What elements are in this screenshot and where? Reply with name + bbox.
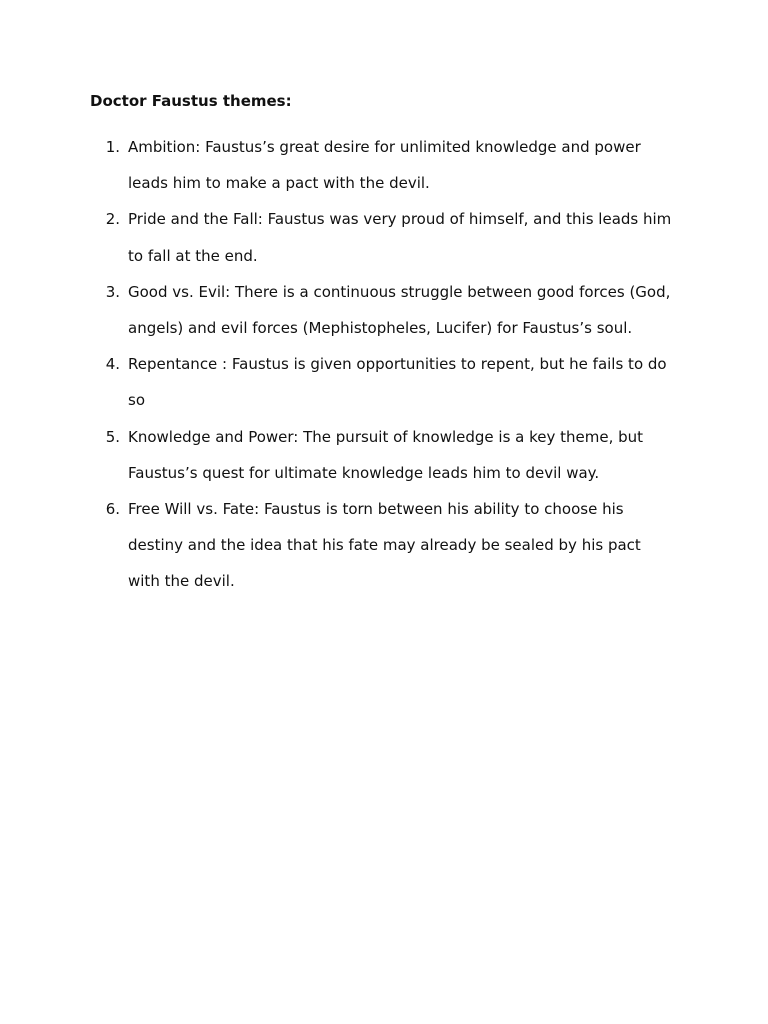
list-item-number: 4.	[105, 355, 120, 374]
list-item-number: 2.	[105, 210, 120, 229]
list-item-text: Pride and the Fall: Faustus was very proud of himself, and this leads him to fall at the end.	[128, 210, 672, 265]
themes-list	[0, 129, 768, 600]
list-item-text: Free Will vs. Fate: Faustus is torn between his ability to choose his destiny and the idea that his fate may already be sealed by his pact with the devil.	[128, 500, 641, 591]
list-item-number: 6.	[105, 500, 120, 519]
list-item-free-will-vs-fate	[0, 491, 768, 600]
list-item-repentance	[0, 346, 768, 418]
list-item-text: Ambition: Faustus’s great desire for unlimited knowledge and power leads him to make a pact with the devil.	[128, 138, 641, 193]
list-item-knowledge-and-power	[0, 419, 768, 491]
list-item-number: 5.	[105, 427, 120, 446]
list-item-text: Good vs. Evil: There is a continuous struggle between good forces (God, angels) and evil forces (Mephistopheles, Lucifer) for Faustus’s soul.	[128, 282, 671, 338]
document-title: Doctor Faustus themes:	[90, 92, 292, 110]
list-item-number: 3.	[105, 282, 120, 301]
list-item-ambition	[0, 129, 768, 201]
list-item-text: Knowledge and Power: The pursuit of knowledge is a key theme, but Faustus’s quest for ultimate knowledge leads him to devil way.	[128, 427, 644, 482]
list-item-good-vs-evil	[0, 274, 768, 346]
list-item-number: 1.	[105, 138, 120, 156]
list-item-pride-and-fall	[0, 201, 768, 273]
list-item-text: Repentance : Faustus is given opportunities to repent, but he fails to do so	[128, 355, 667, 410]
